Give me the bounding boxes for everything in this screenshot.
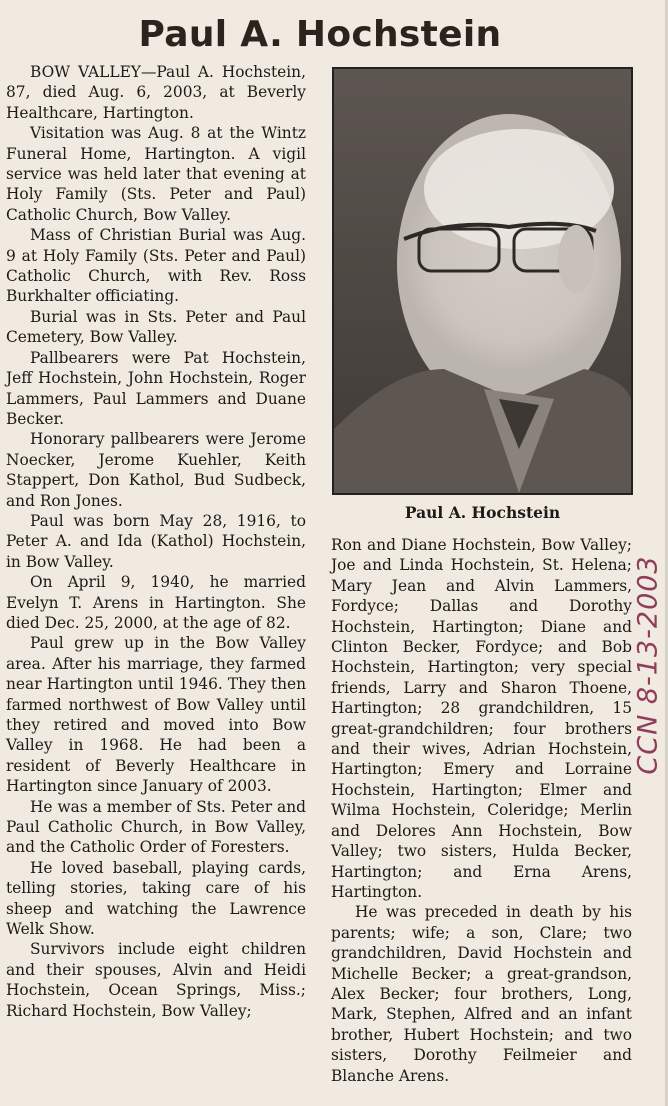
paragraph: Paul grew up in the Bow Valley area. After his marriage, they farmed near Hartington until 1946. They then farmed northwest of Bow Valley until they retired and moved into Bow Valley in 1968. He had been a resident of Beverly Healthcare in Hartington since January of 2003. bbox=[6, 634, 306, 796]
paragraph: Mass of Christian Burial was Aug. 9 at Holy Family (Sts. Peter and Paul) Catholic Church, with Rev. Ross Burkhalter officiating. bbox=[6, 226, 306, 306]
portrait-silhouette bbox=[334, 69, 631, 493]
paragraph: Pallbearers were Pat Hochstein, Jeff Hochstein, John Hochstein, Roger Lammers, Paul Lammers and Duane Becker. bbox=[6, 348, 306, 428]
paragraph: Survivors include eight children and their spouses, Alvin and Heidi Hochstein, Ocean Springs, Miss.; Richard Hochstein, Bow Valley; bbox=[6, 940, 306, 1020]
obituary-headline: Paul A. Hochstein bbox=[138, 14, 502, 55]
portrait-photo bbox=[332, 67, 633, 495]
paragraph: Visitation was Aug. 8 at the Wintz Funeral Home, Hartington. A vigil service was held later that evening at Holy Family (Sts. Peter and Paul) Catholic Church, Bow Valley. bbox=[6, 124, 306, 224]
paragraph: BOW VALLEY—Paul A. Hochstein, 87, died Aug. 6, 2003, at Beverly Healthcare, Hartington. bbox=[6, 63, 306, 122]
paragraph: Paul was born May 28, 1916, to Peter A. and Ida (Kathol) Hochstein, in Bow Valley. bbox=[6, 511, 306, 571]
paragraph: Ron and Diane Hochstein, Bow Valley; Joe and Linda Hochstein, St. Helena; Mary Jean and Alvin Lammers, Fordyce; Dallas and Dorothy Hochstein, Hartington; Diane and Clinton Becker, Fordyce; and Bob Hochstein, Hartington; very special friends, Larry and Sharon Thoene, Hartington; 28 grandchildren, 15 great-grandchildren; four brothers and their wives, Adrian Hochstein, Hartington; Emery and Lorraine Hochstein, Hartington; Elmer and Wilma Hochstein, Coleridge; Merlin and Delores Ann Hochstein, Bow Valley; two sisters, Hulda Becker, Hartington; and Erna Arens, Hartington. bbox=[331, 536, 632, 901]
left-column bbox=[6, 62, 306, 1021]
photo-caption: Paul A. Hochstein bbox=[404, 503, 561, 522]
paragraph: On April 9, 1940, he married Evelyn T. Arens in Hartington. She died Dec. 25, 2000, at the age of 82. bbox=[6, 573, 306, 632]
paragraph: He loved baseball, playing cards, telling stories, taking care of his sheep and watching the Lawrence Welk Show. bbox=[6, 858, 306, 939]
paragraph: Honorary pallbearers were Jerome Noecker, Jerome Kuehler, Keith Stappert, Don Kathol, Bud Sudbeck, and Ron Jones. bbox=[6, 430, 306, 510]
paragraph: He was preceded in death by his parents; wife; a son, Clare; two grandchildren, David Hochstein and Michelle Becker; a great-grandson, Alex Becker; four brothers, Long, Mark, Stephen, Alfred and an infant brother, Hubert Hochstein; and two sisters, Dorothy Feilmeier and Blanche Arens. bbox=[331, 903, 632, 1085]
paragraph: Burial was in Sts. Peter and Paul Cemetery, Bow Valley. bbox=[6, 307, 306, 347]
right-column bbox=[331, 535, 632, 1086]
paragraph: He was a member of Sts. Peter and Paul Catholic Church, in Bow Valley, and the Catholic Order of Foresters. bbox=[6, 797, 306, 857]
handwritten-date-annotation: CCN 8-13-2003 bbox=[632, 555, 664, 775]
